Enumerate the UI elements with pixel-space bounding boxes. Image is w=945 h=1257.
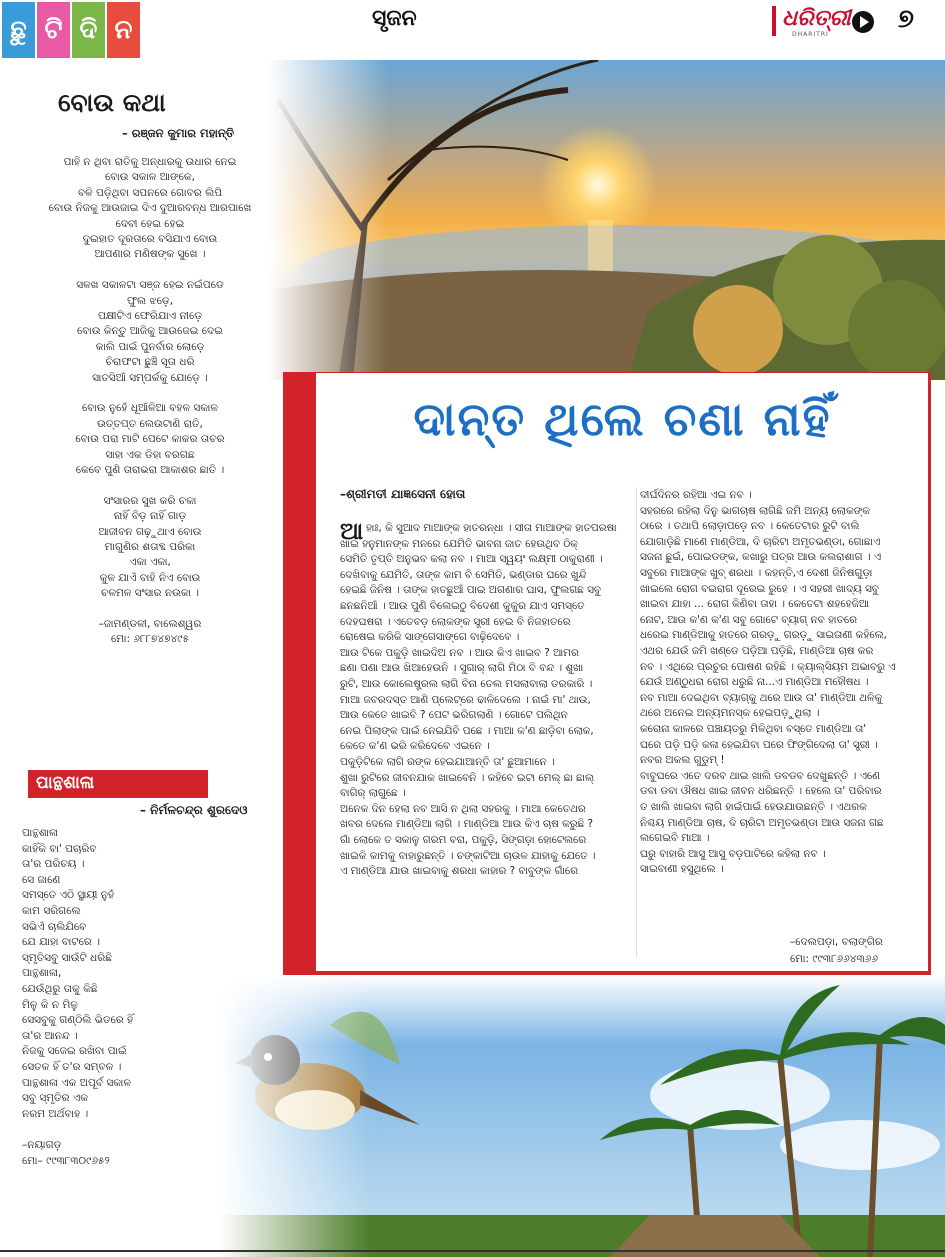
- story-line: ସେମିତି ତୃପ୍ତି ଅନୁଭବ କଲା ନବ । ମାଆ ସ୍ୱୟଂ ଲକ୍ଷ୍ମୀ ଠାକୁରାଣୀ ।: [340, 553, 603, 566]
- story-line: କେତେ କ'ଣ ଭରି କରିଦେବେ ଏଇନେ ।: [340, 740, 490, 753]
- story-line: ଗାଁ ଲୋକେ ତ ସକାଳୁ ଗରମ ବରା, ପକୁଡ଼ି, ସିଙ୍ଗଡ଼ା ହୋଟେଲରେ: [340, 834, 587, 846]
- poem2-line: ପାନ୍ଥଶାଳା: [22, 827, 58, 839]
- poem1-line: ସାତସିଆଁ ସମ୍ପର୍କକୁ ଯୋଡ଼େ ।: [92, 371, 208, 384]
- page-header: [0, 0, 945, 60]
- story-line: ଦେହଘଷରା । ଏତେବଡ଼ ଲୋକଙ୍କ ସ୍ତ୍ରୀ ହେଇ ବି ନିଜହାତରେ: [340, 615, 571, 628]
- story-line: ନୋଟ, ଆଉ କ'ଣ କ'ଣ ସବୁ ଗୋଟେ ବ୍ୟାଗ୍ ନବ ହାତରେ: [640, 613, 857, 626]
- poem1-line: ଆଜୀବନ ଗଢ଼ୁଥାଏ ବୋଉ: [98, 525, 202, 538]
- masthead-letter-1: ଛୁ: [2, 2, 35, 58]
- story-line: ଘରେ ପଡ଼ି ପଡ଼ି କଳା ହେଇଯିବା ପରେ ଫିଙ୍ଗିଦେଲା ତା' ସ୍ତ୍ରୀ ।: [640, 738, 878, 751]
- story-dropcap: ଆ: [340, 517, 364, 545]
- poem2-line: ପାନ୍ଥଶାଳା,: [22, 967, 62, 980]
- story-line: ଧରେଇ ମାଣ୍ଡିଆକୁ ହାତରେ ଗରଡ଼ୁ ଗରଡ଼ୁ ସାଇତାଣୀ କହିଲେ,: [640, 629, 887, 642]
- poem1-line: ଉତ୍ତପ୍ତ ଲେଉଟାଣି ରାତି,: [97, 417, 203, 430]
- poem1-line: ମୋ: ୬୮୮୭୪୭୪୯୫: [110, 633, 190, 646]
- poem2-line: ନିଜକୁ ସଜେଇ ରଖିବା ପାଇଁ: [22, 1045, 127, 1058]
- poem2-line: ସେସବୁକୁ ଗଣ୍ଠିଲି ଭିତରେ ହିଁ: [22, 1014, 134, 1027]
- poem1-line: ଚିରାଫଟା ଛୁଞ୍ଚି ସୂତା ଧରି: [105, 356, 195, 369]
- poem1-line: ପକ୍ଷୀଟିଏ ଫେରିଯାଏ ନୀଡ଼େ: [97, 310, 203, 322]
- footer-rule: [0, 1250, 945, 1252]
- poem1-line: ସଳଖ ସକାଳଟା ସଞ୍ଜ ହେଇ ନଇଁପଡେ: [76, 279, 224, 292]
- story-line: ବାଗିର୍ ଲାଗୁଛେ ।: [340, 787, 406, 800]
- story-author: –ଶ୍ରୀମତୀ ଯାଜ୍ଞସେନୀ ହୋତା: [340, 487, 466, 501]
- poem1-line: ବୋଉ ସକାଳ ଆଙ୍କେ,: [104, 171, 196, 184]
- brand-logo[interactable]: [770, 4, 910, 40]
- poem1-line: ସାହା ଏକ ଡିହା ବରଗଛ: [105, 448, 195, 461]
- story-line: ଖାଇଲେ ରୋଗ ବଇରାଗ ଦୂରେଇ ରୁହେ । ଏ ସହରୀ ଖାଦ୍ୟ ସବୁ: [640, 582, 879, 595]
- story-line: ନିଶ୍ଚୟ ମାଣ୍ଡିଆ ଚାଷ, ଦି ଚାରିଟା ଅମୃତଭଣ୍ଡା ଆଉ ସଜନା ଗଛ: [640, 816, 884, 829]
- story-line: ସଜନା ଛୁଇଁ, ପୋଇଡଙ୍କ, କଖାରୁ ପତ୍ର ଆଉ କଲରାଶାଗ । ଏ: [640, 551, 882, 564]
- poem2-line: ସବୁ ସ୍ମୃତିର ଏକ: [22, 1092, 88, 1105]
- poem2-line: ତା'ର ଆନନ୍ଦ ।: [22, 1029, 78, 1042]
- story-line: ଲଗେଇବି ମାଆ ।: [640, 832, 710, 845]
- story-phone: ମୋ: ୯୯୩୮୬୬୪୩୬୬: [790, 953, 878, 965]
- story-line: ଖାଇ ହନୁମାନଙ୍କ ମନରେ ଯେମିତି ଭାବନା ଜାତ ହେଉଥିବ ଠିକ୍: [340, 537, 578, 550]
- story-line: ତ ଖାଲି ଖାଇବା ଲାଗି ହାଇଁପାଇଁ ହେଉଯାଉଛନ୍ତି । ଏଥରକ: [640, 801, 867, 813]
- poem1-line: ଫୁଲ ଝଡ଼େ,: [126, 294, 174, 307]
- story-line: ଠାରେ । ତଥାପି ଲୋଡ଼ାପଡ଼େ ନବ । କେତେଟାର ରୁଟି ବାଲି: [640, 520, 860, 533]
- play-circle-icon[interactable]: [852, 11, 874, 33]
- masthead-letter-2: ଟି: [37, 2, 70, 58]
- story-place: –ଦେଲପଡ଼ା, ବଲାଙ୍ଗିର: [790, 936, 883, 948]
- poem2-line: ପାନ୍ଥଶାଳା ଏକ ଅପୂର୍ବ ସକାଳ: [22, 1076, 131, 1089]
- poem2-line: ସ୍ମୃତିସବୁ ସାଉଁଟି ଧରିଛି: [22, 951, 112, 964]
- story-line: ଖବର ଦେଲେ ମାଣ୍ଡିଆ ଲାଗି । ମାଣ୍ଡିଆ ଆଉ କିଏ ଚାଷ କରୁଛି ?: [340, 818, 594, 831]
- poem1-line: ଆପଣାର ମଣିଷଙ୍କ ସୁଖେ ।: [94, 248, 206, 261]
- story-line: ଯେଉଁ ଅଣ୍ଠୁଧରା ରୋଗ ଧରୁଛି ନା...ଏ ମାଣ୍ଡିଆ ମହୌଷଧ ।: [640, 676, 869, 689]
- story-line: ଡବା ଡବା ଔଷଧ ଖାଇ ଜୀବନ ଧରିଛନ୍ତି । ହେଲେ ତା' ପରିବାର: [640, 785, 882, 798]
- poem1-line: ମାଗୁଣିର ଶତାବ୍ଦ ପରିକା: [104, 541, 196, 553]
- poem1-line: କୁଳ ଯାଏଁ ବାହି ନିଏ ବୋଉ: [99, 571, 201, 584]
- poem2-line: ଯେ ଯାହା ବାଟରେ ।: [22, 936, 100, 949]
- poem1-line: ବୋଉ ନିଜକୁ ଆଉଜାଇ ଦିଏ ଦୁଆରବନ୍ଧ ଆରପାଖେ: [48, 202, 252, 215]
- bird-palm-image: [220, 975, 945, 1257]
- poem1-line: କାଲି ପାଇଁ ପୁନର୍ବାର ଲୋଡ଼େ: [95, 340, 205, 353]
- story-column-divider: [636, 487, 637, 957]
- poem2-line: ତା'ର ପରିଚୟ ।: [22, 858, 85, 871]
- poem1-line: ଦୁଇହାତ ଦୂରତାରେ ବସିଯାଏ ବୋଉ: [82, 233, 218, 245]
- story-line: ନବ ମାଆ ଦେଇଥିବା ବ୍ୟାଗ୍‌କୁ ଥରେ ଆଉ ତା' ମାଣ୍ଡିଆ ଥଳିକୁ: [640, 691, 883, 704]
- brand-sub: DHARITRI: [792, 31, 829, 38]
- story-line: ଏ ମାଣ୍ଡିଆ ଯାଉ ଖାଇବାକୁ ଶରଧା କାହାର ? ବାବୁଙ୍କ ଗାଁରେ: [340, 865, 578, 878]
- poem1-line: ସଂସାରର ସୁଖ କରି ଚକା: [103, 494, 197, 507]
- poem2-line: ସଭିଏଁ ଚାଲିଯିବେ: [22, 920, 87, 933]
- poem1-line: ନାହିଁ ବିଡ଼ ନାହିଁ ଗାଡ଼: [113, 510, 187, 523]
- story-line: ସାଇବାଣୀ ହସୁଥିଲେ ।: [640, 863, 724, 876]
- story-line: ମାଆ ଜବରଦସ୍ତ ଆଣି ପ୍ଲେଟ୍‌ରେ ଢାଳିଦେଲେ । ନାଇଁ ମା' ଥାଉ,: [340, 693, 591, 706]
- story-line: ଖାଇବା ଯାହା ... ରୋଗ କିଣିବା ତାହା । କେତେଟା ଶହହେଜିଆ: [640, 598, 869, 611]
- poem2-line: ସମସ୍ତେ ଏଠି ସ୍ଥାୟୀ ନୁହଁ: [22, 889, 115, 902]
- story-line: ଆଉ କେତେ ଖାଇବି ? ପେଟ ଭରିଗଲାଣି । ଗୋଟେ ପଲିଥିନ: [340, 709, 568, 722]
- story-line: ଥରେ ଅନେଇ ଅନ୍ୟମନସ୍କ ହେଇପଡ଼ୁଥିଲା ।: [640, 707, 820, 720]
- poem1-line: ଚଳମଳ ସଂସାର ନଉକା ।: [100, 587, 200, 600]
- poem1-line: ବୋଉ ପରା ମାଟି ପେଟେ କାକର ତାଚର: [75, 433, 225, 446]
- story-line: ଯୋଗାଡ଼ିଛି ମାଣେ ମାଣ୍ଡିଆ, ଦି ଚାରିଟା ଅମୃତଭଣ୍ଡା, ଗୋଛାଏ: [640, 535, 881, 548]
- masthead-letter-4: ନ: [107, 2, 140, 58]
- brand-name: ଧରିତ୍ରୀ: [782, 6, 851, 31]
- poem1-title: ବୋଉ କଥା: [58, 88, 166, 117]
- story-line: ନବ । ଏଥିରେ ପ୍ରଚୁର ପୋଷଣ ରହିଛି । କ୍ୟାଲ୍‌ସିୟମ ଅଭାବରୁ ଏ: [640, 660, 896, 673]
- poem2-line: କାହିଁକି ବା' ପଚାରିବ: [22, 842, 97, 855]
- story-line: କରୋନା କାଳରେ ପଞ୍ଚାୟତରୁ ମିଳିଥିବା ବସ୍ତେ ମାଣ୍ଡିଆ ତା': [640, 723, 867, 735]
- story-line: ଶୁଖା ରୁଟିରେ ଜୀବନଯାକ ଖାଇବେନି । କହିବେ ଇଟା ମେଲ୍ ଛା ଛାଲ୍: [340, 771, 595, 784]
- story-line: ଘରୁ ବାହାରି ଆସୁ ଆସୁ ବଡ଼ପାଟିରେ କହିଲା ନବ ।: [640, 847, 826, 860]
- poem2-line: ନରମ ଅର୍ଥବାହ ।: [22, 1107, 89, 1120]
- poem1-line: ଏକା ଏକା,: [129, 556, 171, 569]
- story-line: ସହରରେ ରହିଲା ଦିନୁ ଭାଗଚାଷ ଲାଗିଛି ଜମି ଅନ୍ୟ ଲୋକଙ୍କ: [640, 504, 870, 517]
- poem2-line: ମୋ– ୯୯୩୮୩୦୯୬୫୨: [22, 1154, 110, 1167]
- story-line: ରୋଷେଇ କରିକି ସାଙ୍ଗେସାଙ୍ଗେ ବାଢ଼ିଦେବେ ।: [340, 631, 520, 644]
- poem1-line: ପାହି ନ ଥିବା ରାତିକୁ ଅନ୍ଧାରକୁ ଉଧାର ନେଇ: [63, 156, 237, 168]
- poem1-line: –ଜାମଣ୍ଡଳୀ, ବାଲେଶ୍ୱର: [98, 618, 202, 630]
- story-line: ଏଥର ଯେଉଁ ଜମି ଖଣ୍ଡେ ପଡ଼ିଆ ପଡ଼ିଛି, ମାଣ୍ଡିଆ ଚାଷ କର: [640, 645, 874, 657]
- sunset-lake-image: [268, 60, 945, 380]
- poem2-line: ସେ ଜାଣେ: [22, 873, 61, 886]
- story-line: ବାବୁଘରେ ଏତେ ଦରବ ଥାଇ ଖାଲି ଡବଡବ ଦେଖୁଛନ୍ତି । ଏଣେ: [640, 769, 880, 782]
- poem1-line: ବଳି ପଡ଼ିଥିବା ସପନରେ ଗୋବର ଲିପି: [77, 186, 223, 199]
- section-title: ସୃଜନ: [372, 6, 417, 31]
- story-line: ଛଣା ପଣା ଆଉ ଖିଆହେଉନି । ସୁଗାର୍ ଲାଗି ମିଠା ବି ବନ୍ଦ । ଶୁଖା: [340, 662, 584, 675]
- poem2-line: ସେତକ ହିଁ ତ'ର ସମ୍ବଳ ।: [22, 1061, 122, 1073]
- story-line: ଆଉ ଟିକେ ପକୁଡ଼ି ଖାଇଦିଅ ନବ । ଆଉ କିଏ ଖାଇବ ? ଆମର: [340, 646, 579, 659]
- page-number: ୭: [898, 4, 914, 34]
- story-line: ରୁଟି, ଆଉ କୋଲେଷ୍ଟ୍ରଲ ଲାଗି ବିନା ତେଲ ମସଲାବାଲା ତରକାରି ।: [340, 678, 593, 690]
- story-line: ନବର ଅକଲ ଗୁଡୁମ୍ !: [640, 754, 725, 767]
- story-line: ସବୁରେ ମାଆଙ୍କ ଖୁବ୍ ଶରଧା । କହନ୍ତି,ଏ ଦେଶୀ ଜିନିଷଗୁଡ଼ା: [640, 567, 873, 579]
- story-line: ଅନେକ ଦିନ ହେଲା ନବ ଆସି ନ ଥିଲା ସହରକୁ । ମାଆ କେତେଥର: [340, 802, 586, 815]
- story-line: ଛନଛନିଆଁ । ଆଉ ପୁଣି ବିଲେଇଠୁ ବିଦେଶୀ କୁକୁର ଯାଏ ସମସ୍ତେ: [340, 600, 585, 612]
- poem2-line: ଯେଉଁଥିରୁ ତାକୁ କିଛି: [22, 983, 98, 995]
- poem2-line: ମିଳୁ କି ନ ମିଳୁ: [22, 998, 78, 1011]
- poem2-line: କାମ ସରିଗଲେ: [22, 905, 81, 917]
- story-line: ନେଇ ପିଲାଙ୍କ ପାଇଁ ନେଇଯିବି ପଛେ । ମାଆ କ'ଣ ଛାଡ଼ିବା ଲୋକ,: [340, 724, 594, 737]
- story-title: ଦାନ୍ତ ଥିଲେ ଚଣା ନାହିଁ: [413, 392, 832, 446]
- story-line: ଦୀର୍ଘଦିନର ରହିଆ ଏଇ ନବ ।: [640, 489, 752, 501]
- masthead-letter-3: ଦି: [72, 2, 105, 58]
- poem1-line: ଦେବୀ ହେଇ ହେଇ: [115, 217, 185, 230]
- poem2-title: ପାନ୍ଥଶାଳା: [28, 770, 208, 796]
- story-line: ପକୁଡ଼ିଟିକେ ଲାଗି ରଙ୍କ ହେଇଯାଆନ୍ତି ତା' ଛୁଆମାନେ ।: [340, 756, 555, 768]
- poem2-line: –ନୟାଗଡ଼: [22, 1139, 62, 1151]
- poem2-author: – ନିର୍ମଳଚନ୍ଦ୍ର ଶୁରଦେଓ: [140, 803, 248, 817]
- story-line: ହେଇଛି ଜିନିଷ । ତାଙ୍କ ହାତଛୁଆଁ ପାଇ ଅଗଣାର ଘାସ, ଫୁଲଗଛ ସବୁ: [340, 584, 601, 597]
- poem1-line: ବୋଉ ନୁହେଁ ଧୂଆଁଳିଆ ବହଳ ସକାଳ: [82, 402, 218, 415]
- story-line: ହାଃ, କି ସୁଆଦ ମାଆଙ୍କ ହାତରନ୍ଧା । ସୀତା ମାଆଙ୍କ ହାତପରଷା: [366, 522, 617, 534]
- story-line: ଦେଖିବାକୁ ଯେମିତି, ତାଙ୍କ କାମ ବି ସେମିତି, ଭଣ୍ଡାର ଘରେ ଖୁନ୍ଦି: [340, 568, 587, 581]
- poem1-author: – ରଞ୍ଜନ କୁମାର ମହାନ୍ତି: [122, 126, 235, 140]
- poem1-line: କେବେ ପୁଣି ତାରାଭରା ଆକାଶର ଛାତି ।: [75, 464, 225, 476]
- story-line: ଖାଇକି କାମକୁ ବାହାରୁଛନ୍ତି । ଚଙ୍କାଟିଆ ଚାଉଳ ଯାହାକୁ ଯେତେ ।: [340, 849, 596, 862]
- poem2-title-rule: [28, 796, 208, 798]
- poem1-line: ବୋଉ କିନ୍ତୁ ଆଜିକୁ ଆଉଜେଇ ଦେଇ: [77, 325, 223, 338]
